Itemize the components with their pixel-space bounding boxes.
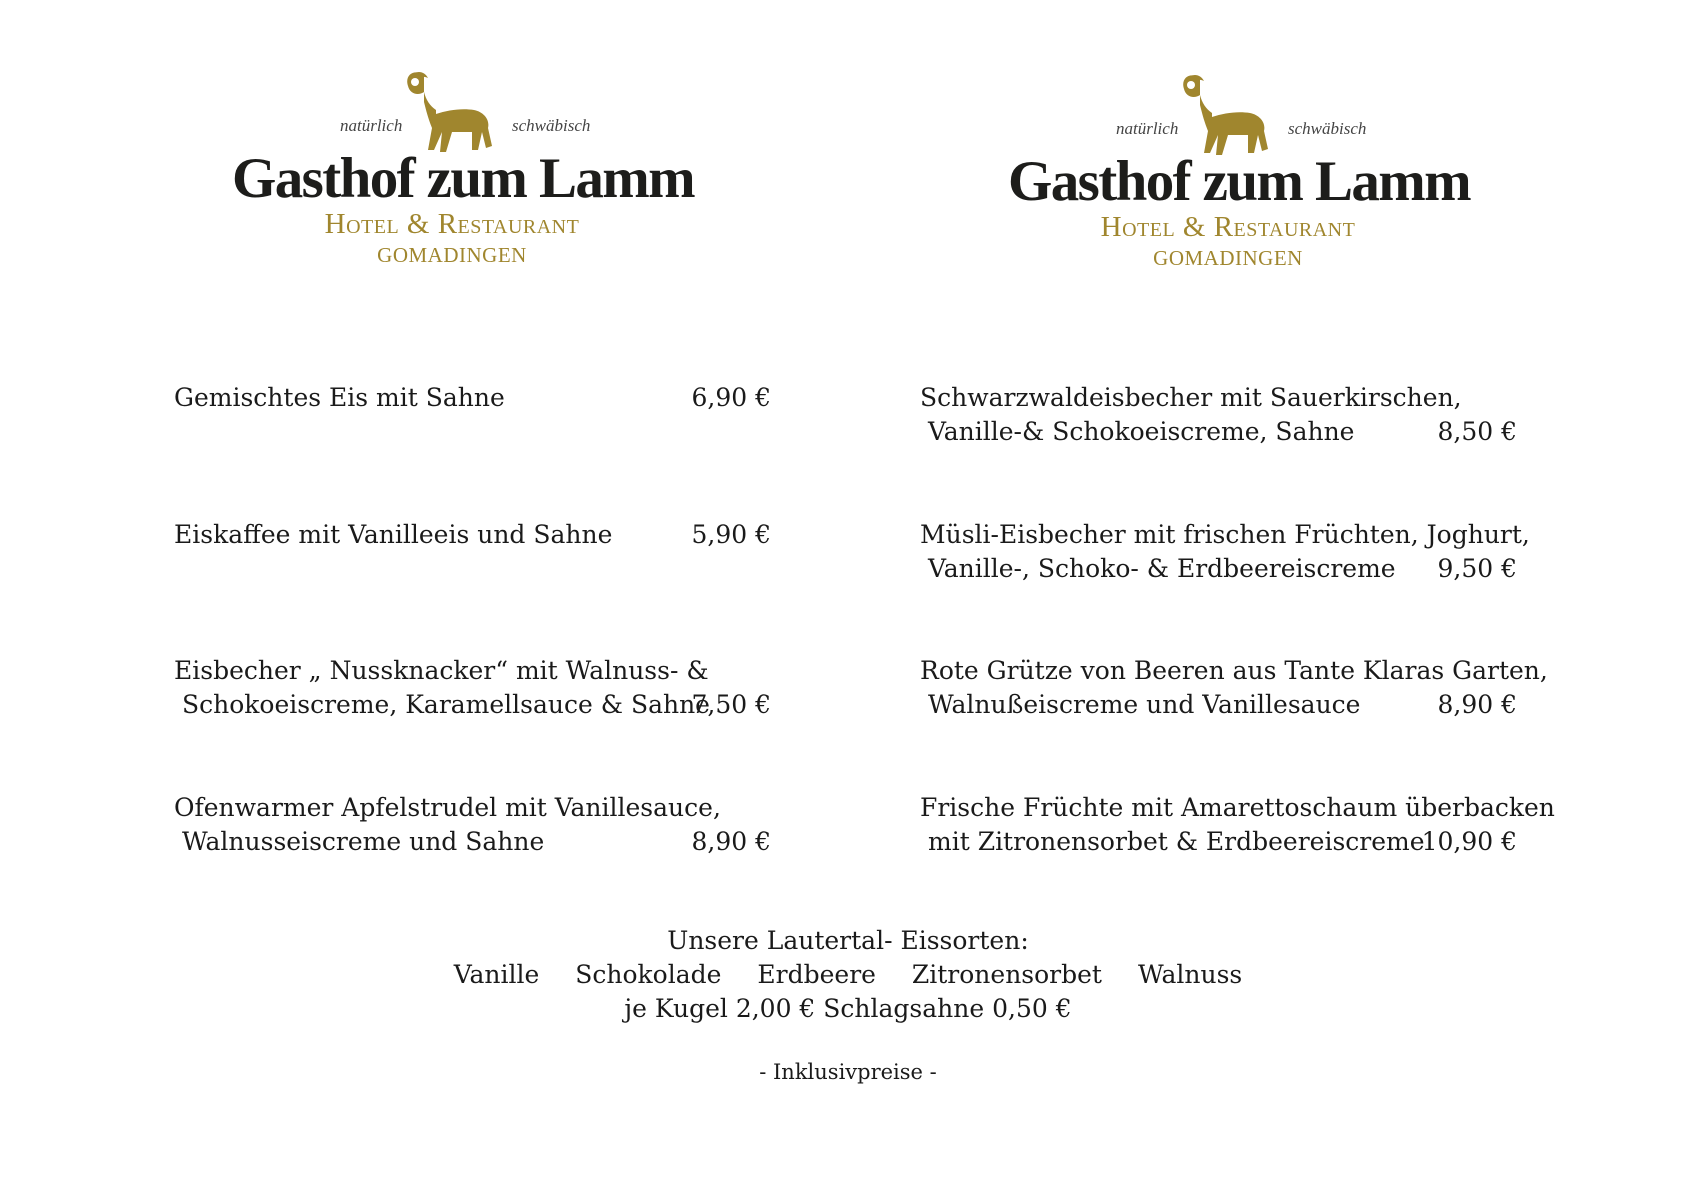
menu-item bbox=[174, 381, 505, 415]
menu-item-line1: Ofenwarmer Apfelstrudel mit Vanillesauce, bbox=[174, 793, 721, 822]
menu-item-line1: Eisbecher „ Nussknacker“ mit Walnuss- & bbox=[174, 656, 709, 685]
menu-item-price: 8,50 € bbox=[1437, 417, 1517, 446]
tagline-right: schwäbisch bbox=[1288, 119, 1367, 138]
menu-item-line1: Frische Früchte mit Amarettoschaum überbacken bbox=[920, 793, 1555, 822]
menu-item-line2: Vanille-& Schokoeiscreme, Sahne bbox=[928, 417, 1355, 446]
menu-item-price: 9,50 € bbox=[1437, 554, 1517, 583]
logo-right bbox=[1008, 69, 1471, 279]
flavor-item: Schokolade bbox=[575, 960, 722, 989]
menu-item-line1: Eiskaffee mit Vanilleeis und Sahne bbox=[174, 520, 613, 549]
ram-icon bbox=[402, 66, 502, 158]
tagline-right: schwäbisch bbox=[512, 116, 591, 135]
restaurant-name: Gasthof zum Lamm bbox=[1008, 150, 1471, 213]
menu-item bbox=[174, 791, 721, 859]
flavors-pricing: je Kugel 2,00 € Schlagsahne 0,50 € bbox=[624, 994, 1072, 1023]
menu-item-line1: Gemischtes Eis mit Sahne bbox=[174, 383, 505, 412]
menu-item-price: 5,90 € bbox=[691, 520, 771, 549]
menu-item-price: 10,90 € bbox=[1421, 827, 1517, 856]
flavor-item: Vanille bbox=[453, 960, 540, 989]
logo-left bbox=[232, 66, 695, 276]
ram-icon bbox=[1178, 69, 1278, 161]
restaurant-subtitle: Hotel & Restaurant bbox=[1100, 211, 1356, 243]
menu-item-price: 8,90 € bbox=[691, 827, 771, 856]
menu-item-line1: Schwarzwaldeisbecher mit Sauerkirschen, bbox=[920, 383, 1462, 412]
flavors-heading: Unsere Lautertal- Eissorten: bbox=[667, 926, 1029, 955]
menu-item-line1: Rote Grütze von Beeren aus Tante Klaras Garten, bbox=[920, 656, 1548, 685]
restaurant-town: GOMADINGEN bbox=[377, 243, 527, 267]
flavor-item: Walnuss bbox=[1137, 960, 1243, 989]
restaurant-town: GOMADINGEN bbox=[1153, 246, 1303, 270]
menu-item-price: 8,90 € bbox=[1437, 690, 1517, 719]
tagline-left: natürlich bbox=[1116, 119, 1179, 138]
menu-item-line2: Schokoeiscreme, Karamellsauce & Sahne bbox=[182, 690, 710, 719]
menu-item bbox=[920, 381, 1462, 449]
menu-item-line2: Walnußeiscreme und Vanillesauce bbox=[928, 690, 1361, 719]
menu-item-price: 7,50 € bbox=[691, 690, 771, 719]
menu-item-line2: Vanille-, Schoko- & Erdbeereiscreme bbox=[928, 554, 1396, 583]
footer-note: - Inklusivpreise - bbox=[759, 1060, 937, 1084]
restaurant-name: Gasthof zum Lamm bbox=[232, 147, 695, 210]
menu-item-price: 6,90 € bbox=[691, 383, 771, 412]
flavor-item: Zitronensorbet bbox=[911, 960, 1102, 989]
menu-item bbox=[174, 654, 710, 722]
menu-item-line2: mit Zitronensorbet & Erdbeereiscreme bbox=[928, 827, 1425, 856]
tagline-left: natürlich bbox=[340, 116, 403, 135]
menu-item bbox=[174, 518, 612, 552]
menu-item-line1: Müsli-Eisbecher mit frischen Früchten, Joghurt, bbox=[920, 520, 1530, 549]
restaurant-subtitle: Hotel & Restaurant bbox=[324, 208, 580, 240]
menu-item-line2: Walnusseiscreme und Sahne bbox=[182, 827, 545, 856]
flavor-item: Erdbeere bbox=[757, 960, 876, 989]
flavors-list bbox=[0, 958, 1696, 992]
